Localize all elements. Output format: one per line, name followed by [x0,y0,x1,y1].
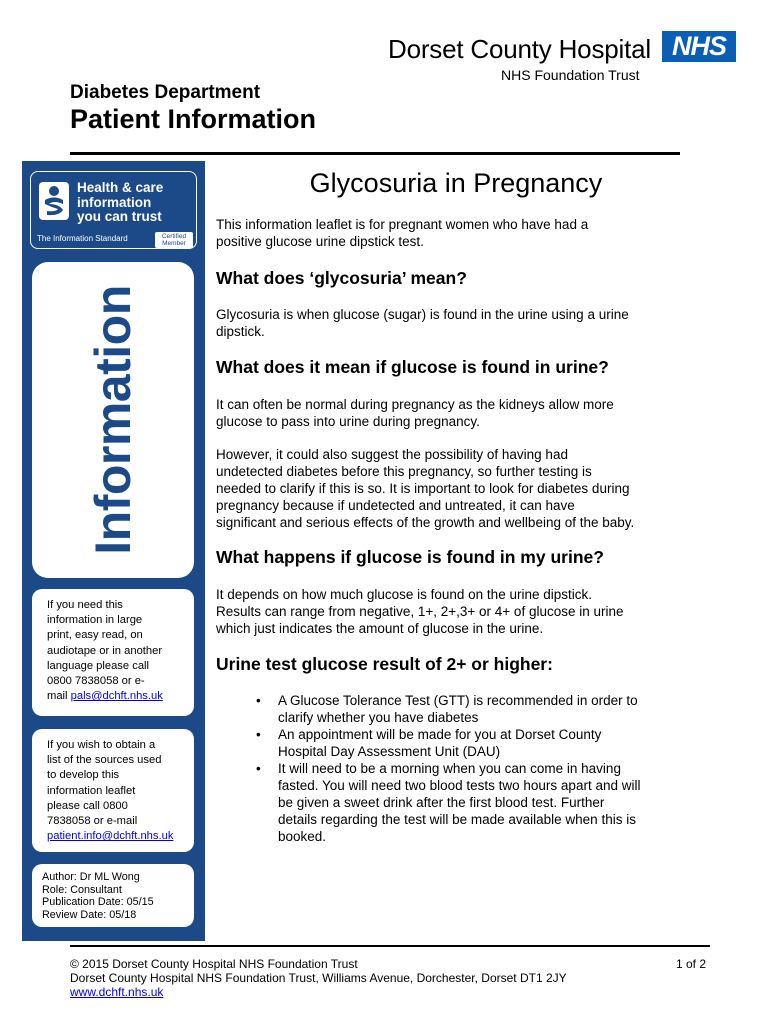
note-line: 0800 7838058 or e- [47,675,145,688]
normal-in-pregnancy-paragraph [216,396,706,430]
text-line: It will need to be a morning when you can come in having [278,761,621,776]
patient-info-email-link[interactable]: patient.info@dchft.nhs.uk [47,830,174,843]
badge-line-3: you can trust [77,209,162,224]
note-line: 7838058 or e-mail [47,815,138,828]
publication-date-line: Publication Date: 05/15 [42,896,154,909]
certified-member-tag [155,232,193,248]
role-line: Role: Consultant [42,883,122,896]
note-line: information leaflet [47,784,136,797]
heading-glucose-in-urine: What does it mean if glucose is found in urine? [216,357,609,377]
department-label: Diabetes Department [70,82,261,103]
note-line: If you need this [47,599,123,611]
footer-address: Dorset County Hospital NHS Foundation Trust, Williams Avenue, Dorchester, Dorset DT1 2JY [70,971,567,985]
text-line: undetected diabetes before this pregnancy, so further testing is [216,464,592,479]
header-divider [70,152,680,155]
badge-line-1: Health & care [77,180,164,195]
footer-divider [70,945,710,947]
list-item [256,692,706,726]
leaflet-title: Glycosuria in Pregnancy [309,168,603,198]
review-date-line: Review Date: 05/18 [42,908,137,921]
accessibility-note [32,589,194,716]
bullet-icon: • [256,693,261,708]
cert-line-2: Member [162,240,186,247]
note-line: please call 0800 [47,799,128,812]
recommendations-list [256,692,706,845]
sources-note [32,729,194,852]
undetected-diabetes-paragraph [216,446,706,531]
text-line: needed to clarify if this is so. It is important to look for diabetes during [216,481,630,496]
text-line: Glycosuria is when glucose (sugar) is found in the urine using a urine [216,307,629,322]
email-prefix: mail [47,690,71,703]
list-item [256,760,706,845]
note-line: audiotape or in another [47,644,163,657]
text-line: However, it could also suggest the possibility of having had [216,447,568,462]
heading-glycosuria-meaning: What does ‘glycosuria’ mean? [216,268,467,288]
note-line: If you wish to obtain a [47,739,156,751]
document-type-title: Patient Information [70,104,317,134]
cert-line-1: Certified [161,233,187,240]
information-panel [32,262,194,578]
text-line: It can often be normal during pregnancy as the kidneys allow more [216,397,614,412]
footer-website-link[interactable]: www.dchft.nhs.uk [70,985,164,999]
text-line: It depends on how much glucose is found on the urine dipstick. [216,587,592,602]
text-line: pregnancy because if undetected and untreated, it can have [216,498,575,513]
pals-email-link[interactable]: pals@dchft.nhs.uk [70,690,163,703]
author-line: Author: Dr ML Wong [42,871,140,883]
text-line: This information leaflet is for pregnant women who have had a [216,217,589,232]
note-line: print, easy read, on [47,629,143,642]
information-standard-logo-icon [39,182,69,220]
trust-name: NHS Foundation Trust [501,67,640,83]
page-number: 1 of 2 [676,957,707,971]
text-line: A Glucose Tolerance Test (GTT) is recommended in order to [278,693,638,708]
sidebar [22,161,205,941]
note-line: list of the sources used [47,754,162,767]
text-line: Results can range from negative, 1+, 2+,3+ or 4+ of glucose in urine [216,604,624,619]
intro-paragraph [216,216,706,250]
bullet-icon: • [256,761,261,776]
text-line: An appointment will be made for you at Dorset County [278,727,602,742]
hospital-name: Dorset County Hospital [388,34,651,64]
text-line: glucose to pass into urine during pregnancy. [216,414,480,429]
text-line: dipstick. [216,324,265,339]
heading-what-happens: What happens if glucose is found in my urine? [216,547,604,567]
author-info-box [32,864,194,927]
text-line: booked. [278,829,327,844]
bullet-icon: • [256,727,261,742]
heading-result-2-plus: Urine test glucose result of 2+ or higher: [216,654,553,674]
text-line: fasted. You will need two blood tests two hours apart and will [278,778,641,793]
footer-copyright: © 2015 Dorset County Hospital NHS Foundation Trust [70,957,358,971]
note-line: to develop this [47,769,120,782]
text-line: clarify whether you have diabetes [278,710,479,725]
nhs-logo: NHS [662,31,736,62]
text-line: details regarding the test will be made available when this is [278,812,636,827]
badge-standard-label: The Information Standard [37,234,128,243]
dipstick-results-paragraph [216,586,706,637]
vertical-information-word: Information [85,285,141,555]
text-line: significant and serious effects of the growth and wellbeing of the baby. [216,515,635,530]
list-item [256,726,706,760]
text-line: Hospital Day Assessment Unit (DAU) [278,744,501,759]
text-line: positive glucose urine dipstick test. [216,234,424,249]
text-line: which just indicates the amount of glucose in the urine. [216,621,544,636]
note-line: language please call [47,659,150,672]
text-line: be given a sweet drink after the first blood test. Further [278,795,605,810]
note-line: information in large [47,614,143,627]
information-standard-badge [30,171,197,249]
glycosuria-definition-paragraph [216,306,706,340]
badge-line-2: information [77,194,152,210]
